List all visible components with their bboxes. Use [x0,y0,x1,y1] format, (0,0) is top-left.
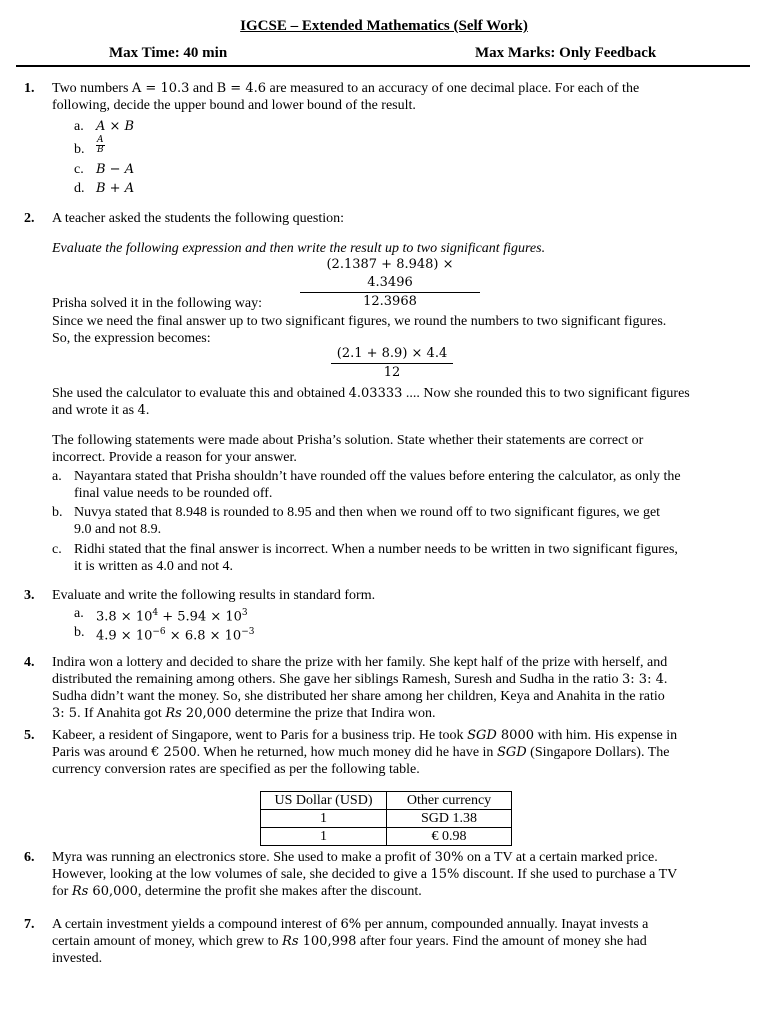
q2-since: Since we need the final answer up to two significant figures, we round the numbers to two significant figures. [52,314,667,329]
q2-calculator: She used the calculator to evaluate this and obtained 4.03333 .... Now she rounded this to two significant figures and wrote it as 4. [52,386,690,418]
table-header: Other currency [387,792,512,810]
table-row [261,810,512,828]
question-number: 6. [24,850,35,865]
max-time: Max Time: 40 min [109,45,228,61]
q2-question: Evaluate the following expression and then write the result up to two significant figures. [52,241,546,256]
question-number: 7. [24,917,35,932]
page-title: IGCSE – Extended Mathematics (Self Work) [240,18,528,34]
table-header-row [261,792,512,810]
table-cell: 1 [261,828,387,846]
q2-solved: Prisha solved it in the following way: [52,296,262,311]
currency-table [260,791,512,846]
table-row [261,828,512,846]
table-header: US Dollar (USD) [261,792,387,810]
question-number: 1. [24,81,35,96]
table-cell: 1 [261,810,387,828]
question-text: Two numbers A = 10.3 and B = 4.6 are measured to an accuracy of one decimal place. For each of the following, decide the upper bound and lower bound of the result. [52,81,640,113]
q2-statements: The following statements were made about Prisha’s solution. State whether their statements are correct or incorrect. Provide a reason for your answer. [52,433,644,465]
header-divider [16,65,750,67]
fraction-a-over-b: $\frac{A}{B}$ [96,135,104,155]
max-marks: Max Marks: Only Feedback [475,45,657,61]
table-cell: SGD 1.38 [387,810,512,828]
question-number: 4. [24,655,35,670]
q2-becomes: So, the expression becomes: [52,331,211,346]
table-cell: € 0.98 [387,828,512,846]
question-number: 3. [24,588,35,603]
question-number: 2. [24,211,35,226]
fraction-original: $\frac{(2.1387 + 8.948) \times 4.3496}{12.3968}$ [300,256,480,311]
question-number: 5. [24,728,35,743]
fraction-rounded: $\frac{(2.1 + 8.9) \times 4.4}{12}$ [331,345,453,382]
